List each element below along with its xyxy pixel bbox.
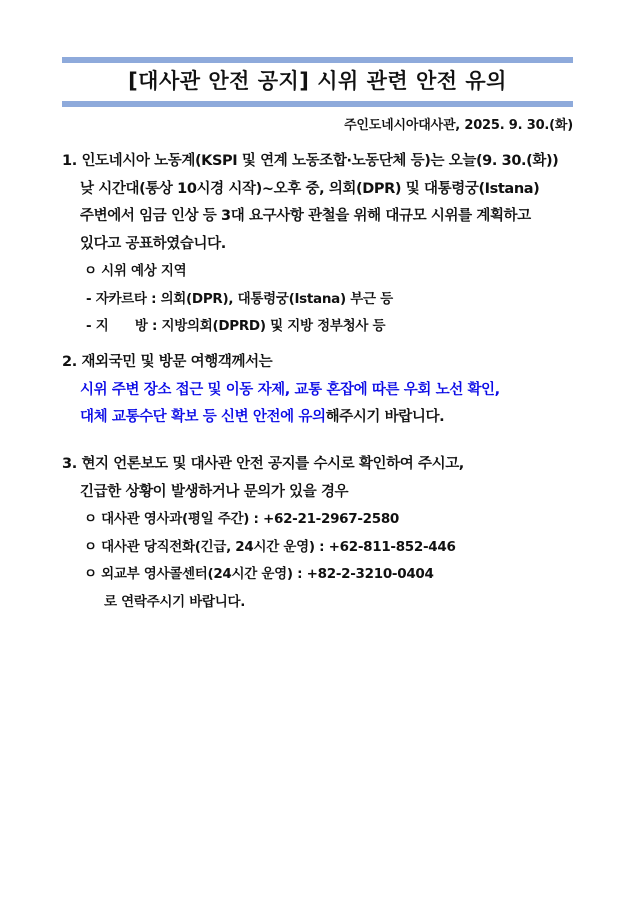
section-1-line: 낮 시간대(통상 10시경 시작)~오후 중, 의회(DPR) 및 대통령궁(Istana) [80,180,540,197]
section-3-line: 3. 현지 언론보도 및 대사관 안전 공지를 수시로 확인하여 주시고, [62,456,464,472]
section-1-line: 있다고 공표하였습니다. [80,235,226,252]
section-2-warning: 대체 교통수단 확보 등 신변 안전에 유의 [80,409,326,425]
section-3-line: 긴급한 상황이 발생하거나 문의가 있을 경우 [80,483,349,500]
issuer-date: 주인도네시아대사관, 2025. 9. 30.(화) [344,118,573,133]
section-1-line: 주변에서 임금 인상 등 3대 요구사항 관철을 위해 대규모 시위를 계획하고 [80,208,531,224]
protest-area-bullet: ㅇ 시위 예상 지역 [84,263,187,279]
section-2-line [62,404,582,432]
section-2-warning: 시위 주변 장소 접근 및 이동 자제, 교통 혼잡에 따른 우회 노선 확인, [80,381,500,398]
section-2 [62,349,582,432]
title-rule-bottom [62,101,573,107]
title-rule-top [62,57,573,63]
section-2-request: 해주시기 바랍니다. [325,409,445,425]
contact-closing: 로 연락주시기 바랍니다. [104,593,246,610]
section-3 [62,451,582,616]
contact-consular: ㅇ 대사관 영사과(평일 주간) : +62-21-2967-2580 [84,511,400,527]
protest-area-jakarta: - 자카르타 : 의회(DPR), 대통령궁(Istana) 부근 등 [86,290,393,307]
section-1 [62,148,582,341]
section-2-line: 2. 재외국민 및 방문 여행객께서는 [62,354,273,370]
section-1-line: 1. 인도네시아 노동계(KSPI 및 연계 노동조합·노동단체 등)는 오늘(9. 30.(화)) [62,153,559,169]
protest-area-regional: - 지 방 : 지방의회(DPRD) 및 지방 정부청사 등 [86,318,386,334]
contact-call-center: ㅇ 외교부 영사콜센터(24시간 운영) : +82-2-3210-0404 [84,566,434,582]
page-title: [대사관 안전 공지] 시위 관련 안전 유의 [128,69,507,93]
contact-duty-phone: ㅇ 대사관 당직전화(긴급, 24시간 운영) : +62-811-852-446 [84,538,456,555]
